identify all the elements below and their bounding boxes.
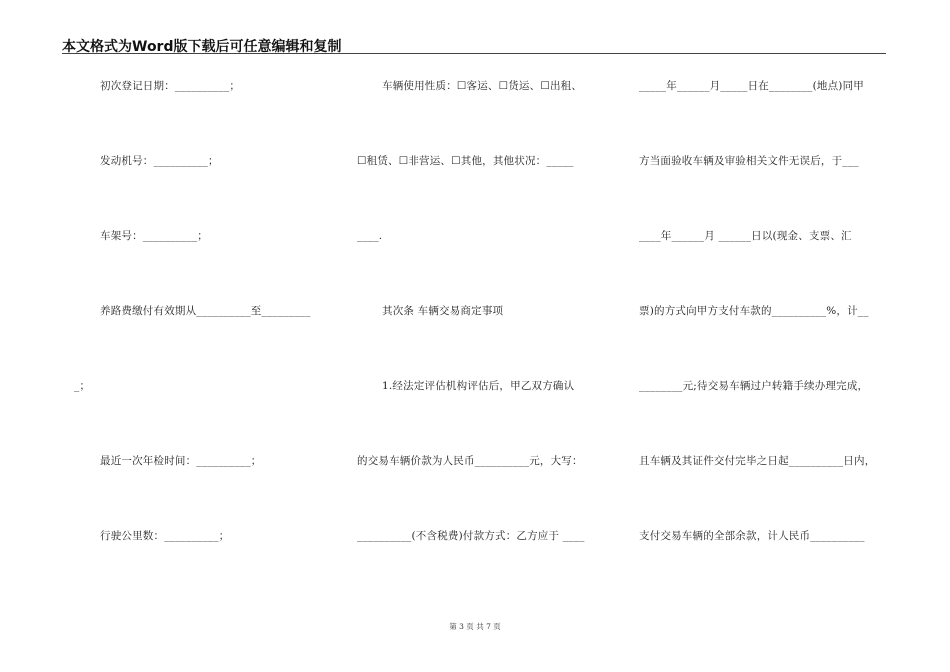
middle-line-7: __________(不含税费)付款方式：乙方应于 ____	[357, 530, 585, 542]
header-divider	[62, 53, 886, 54]
document-header-title: 本文格式为Word版下载后可任意编辑和复制	[62, 39, 342, 55]
left-line-4: 养路费缴付有效期从__________至_________	[100, 305, 311, 317]
left-line-1: 初次登记日期：__________；	[100, 80, 241, 92]
right-line-7: 支付交易车辆的全部余款，计人民币__________	[639, 530, 865, 542]
left-line-2: 发动机号：__________；	[100, 155, 219, 167]
right-line-5: ________元;待交易车辆过户转籍手续办理完成，	[639, 380, 869, 392]
right-line-1: _____年______月_____日在________(地点)同甲	[639, 80, 864, 92]
middle-line-4: 其次条 车辆交易商定事项	[382, 305, 504, 317]
left-line-7: 行驶公里数：__________；	[100, 530, 230, 542]
middle-line-2: ☐租赁、☐非营运、☐其他，其他状况：_____	[357, 155, 574, 167]
middle-line-3: ____.	[357, 230, 383, 242]
middle-line-1: 车辆使用性质：☐客运、☐货运、☐出租、	[382, 80, 583, 92]
right-line-3: ____年______月 ______日以(现金、支票、汇	[639, 230, 852, 242]
left-line-5: _；	[74, 380, 91, 392]
left-line-6: 最近一次年检时间：__________；	[100, 455, 262, 467]
left-line-3: 车架号：__________；	[100, 230, 208, 242]
middle-line-6: 的交易车辆价款为人民币__________元，大写：	[357, 455, 583, 467]
right-line-2: 方当面验收车辆及审验相关文件无误后，于___	[639, 155, 859, 167]
right-line-6: 且车辆及其证件交付完毕之日起__________日内，	[639, 455, 876, 467]
middle-line-5: 1.经法定评估机构评估后，甲乙双方确认	[382, 380, 575, 392]
right-line-4: 票)的方式向甲方支付车款的__________%，计__	[639, 305, 869, 317]
page-number-footer: 第 3 页 共 7 页	[449, 622, 501, 631]
